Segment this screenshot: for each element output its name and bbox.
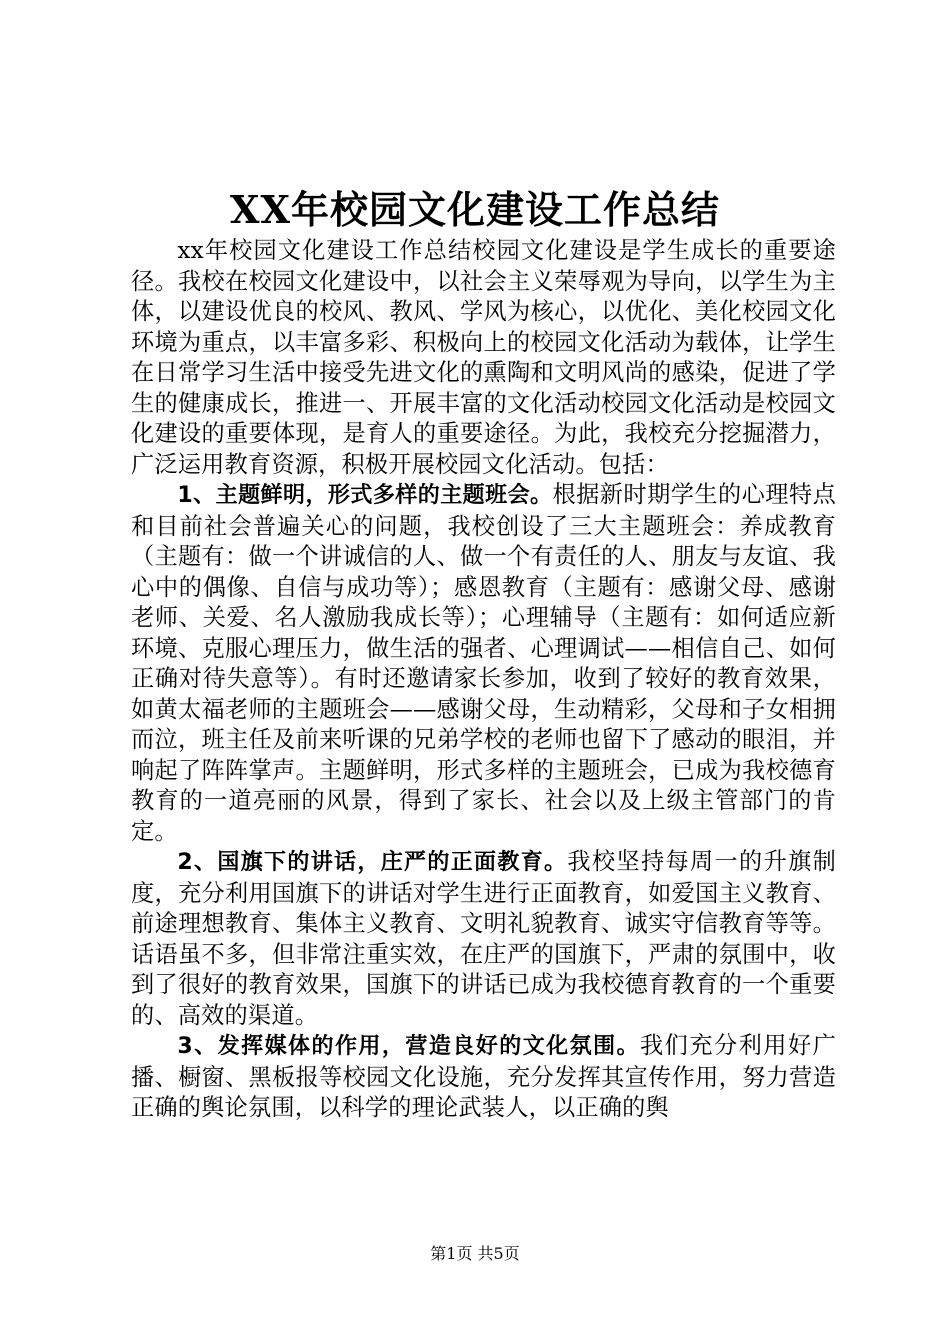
section-text-1: 根据新时期学生的心理特点和目前社会普遍关心的问题，我校创设了三大主题班会：养成教育（主题有：做一个讲诚信的人、做一个有责任的人、朋友与友谊、我心中的偶像、自信与成功等）；感恩教育（主题有：感谢父母、感谢老师、关爱、名人激励我成长等）；心理辅导（主题有：如何适应新环境、克服心理压力，做生活的强者、心理调试——相信自己、如何正确对待失意等）。有时还邀请家长参加，收到了较好的教育效果，如黄太福老师的主题班会——感谢父母，生动精彩，父母和子女相拥而泣，班主任及前来听课的兄弟学校的老师也留下了感动的眼泪，并响起了阵阵掌声。主题鲜明，形式多样的主题班会，已成为我校德育教育的一道亮丽的风景，得到了家长、社会以及上级主管部门的肯定。	[131, 481, 836, 845]
document-title: XX年校园文化建设工作总结	[230, 187, 720, 232]
section-heading-1: 1、主题鲜明，形式多样的主题班会。	[177, 483, 553, 508]
section-paragraph-1	[131, 480, 836, 847]
intro-paragraph: xx年校园文化建设工作总结校园文化建设是学生成长的重要途径。我校在校园文化建设中，以社会主义荣辱观为导向，以学生为主体，以建设优良的校风、教风、学风为核心，以优化、美化校园文化环境为重点，以丰富多彩、积极向上的校园文化活动为载体，让学生在日常学习生活中接受先进文化的熏陶和文明风尚的感染，促进了学生的健康成长，推进一、开展丰富的文化活动校园文化活动是校园文化建设的重要体现，是育人的重要途径。为此，我校充分挖掘潜力，广泛运用教育资源，积极开展校园文化活动。包括：	[131, 237, 836, 478]
section-heading-3: 3、发挥媒体的作用，营造良好的文化氛围。	[177, 1034, 641, 1059]
document-body	[131, 236, 836, 1124]
section-heading-2: 2、国旗下的讲话，庄严的正面教育。	[177, 850, 568, 875]
section-text-3: 我们充分利用好广播、橱窗、黑板报等校园文化设施，充分发挥其宣传作用，努力营造正确的舆论氛围，以科学的理论武装人，以正确的舆	[131, 1032, 836, 1121]
page-number-footer: 第1页 共5页	[430, 1244, 520, 1263]
section-paragraph-3	[131, 1031, 836, 1124]
section-text-2: 我校坚持每周一的升旗制度，充分利用国旗下的讲话对学生进行正面教育，如爱国主义教育、前途理想教育、集体主义教育、文明礼貌教育、诚实守信教育等等。话语虽不多，但非常注重实效，在庄严的国旗下，严肃的氛围中，收到了很好的教育效果，国旗下的讲话已成为我校德育教育的一个重要的、高效的渠道。	[131, 848, 836, 1029]
section-paragraph-2	[131, 847, 836, 1031]
